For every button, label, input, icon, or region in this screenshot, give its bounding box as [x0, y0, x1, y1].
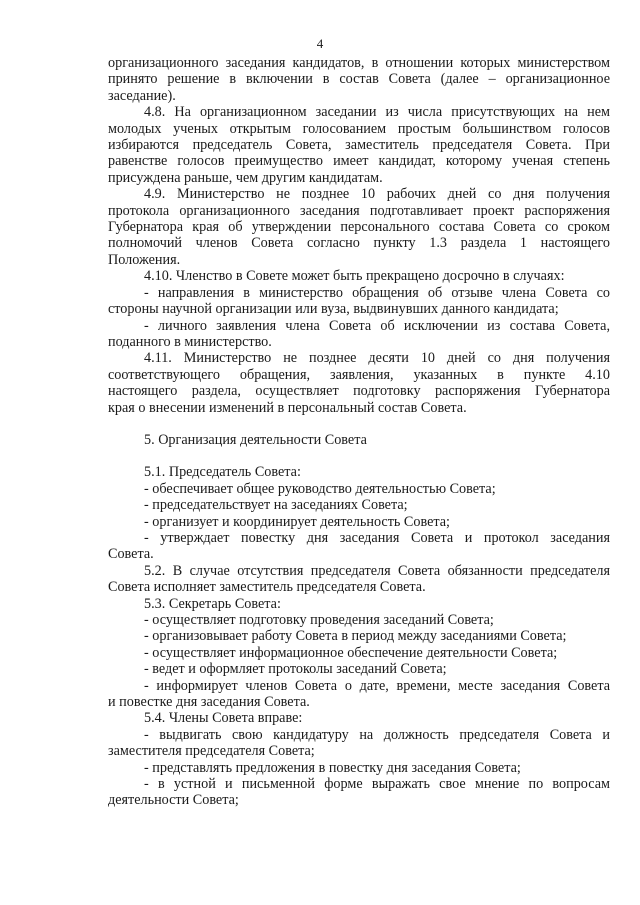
text-line: и повестке дня заседания Совета.: [108, 694, 310, 711]
text-line: заместителя председателя Совета;: [108, 743, 315, 760]
paragraph-gap: [108, 416, 610, 432]
text-line: - личного заявления члена Совета об исключении из состава Совета,: [144, 317, 610, 334]
text-line: - выдвигать свою кандидатуру на должность председателя Совета и: [144, 726, 610, 743]
text-line: - осуществляет информационное обеспечение деятельности Совета;: [144, 644, 558, 661]
text-line: 5.3. Секретарь Совета:: [144, 595, 281, 612]
text-line: принято решение в включении в состав Совета (далее – организационное: [108, 71, 610, 88]
text-line: - в устной и письменной форме выражать свое мнение по вопросам: [144, 776, 610, 793]
text-line: стороны научной организации или вуза, выдвинувших данного кандидата;: [108, 301, 559, 318]
text-line: - направления в министерство обращения об отзыве члена Совета со: [144, 284, 610, 301]
text-line: 5. Организация деятельности Совета: [144, 431, 367, 448]
document-body: [108, 55, 610, 809]
text-line: - организует и координирует деятельность Совета;: [144, 513, 450, 530]
text-line: молодых ученых открытым голосованием простым большинством голосов: [108, 120, 610, 137]
text-line: Совета.: [108, 546, 154, 563]
text-line: 5.2. В случае отсутствия председателя Совета обязанности председателя: [144, 562, 610, 579]
text-line: поданного в министерство.: [108, 333, 272, 350]
text-line: - осуществляет подготовку проведения заседаний Совета;: [144, 612, 494, 628]
text-line: 5.4. Члены Совета вправе:: [144, 710, 303, 727]
text-line: - представлять предложения в повестку дня заседания Совета;: [144, 759, 521, 776]
text-line: присуждена раньше, чем другим кандидатам.: [108, 169, 383, 186]
page-number: 4: [316, 36, 324, 51]
text-line: - председательствует на заседаниях Совета;: [144, 497, 408, 514]
text-line: Положения.: [108, 251, 181, 268]
text-line: 4.10. Членство в Совете может быть прекращено досрочно в случаях:: [144, 268, 565, 285]
text-line: - информирует членов Совета о дате, времени, месте заседания Совета: [144, 677, 610, 694]
text-line: 4.11. Министерство не позднее десяти 10 дней со дня получения: [144, 350, 610, 367]
text-line: соответствующего обращения, заявления, указанных в пункте 4.10: [108, 366, 610, 383]
text-line: Совета исполняет заместитель председателя Совета.: [108, 579, 426, 596]
text-line: Губернатора края об утверждении персонального состава Совета со сроком: [108, 219, 610, 236]
text-line: заседание).: [108, 87, 176, 104]
text-line: избираются председатель Совета, заместитель председателя Совета. При: [108, 137, 610, 154]
text-line: настоящего раздела, осуществляет подготовку распоряжения Губернатора: [108, 383, 610, 400]
text-line: - ведет и оформляет протоколы заседаний Совета;: [144, 661, 447, 678]
text-line: - утверждает повестку дня заседания Совета и протокол заседания: [144, 529, 610, 546]
text-line: 4.8. На организационном заседании из числа присутствующих на нем: [144, 104, 610, 121]
text-line: полномочий членов Совета согласно пункту 1.3 раздела 1 настоящего: [108, 235, 610, 252]
text-line: протокола организационного заседания подготавливает проект распоряжения: [108, 202, 610, 219]
text-line: равенстве голосов преимущество имеет кандидат, которому ученая степень: [108, 153, 610, 170]
text-line: деятельности Совета;: [108, 792, 239, 809]
paragraph-gap: [108, 448, 610, 464]
text-line: - обеспечивает общее руководство деятельностью Совета;: [144, 480, 496, 497]
text-line: организационного заседания кандидатов, в отношении которых министерством: [108, 55, 610, 71]
text-line: края о внесении изменений в персональный состав Совета.: [108, 399, 467, 416]
text-line: 4.9. Министерство не позднее 10 рабочих дней со дня получения: [144, 186, 610, 203]
text-line: 5.1. Председатель Совета:: [144, 464, 301, 481]
text-line: - организовывает работу Совета в период между заседаниями Совета;: [144, 628, 567, 645]
